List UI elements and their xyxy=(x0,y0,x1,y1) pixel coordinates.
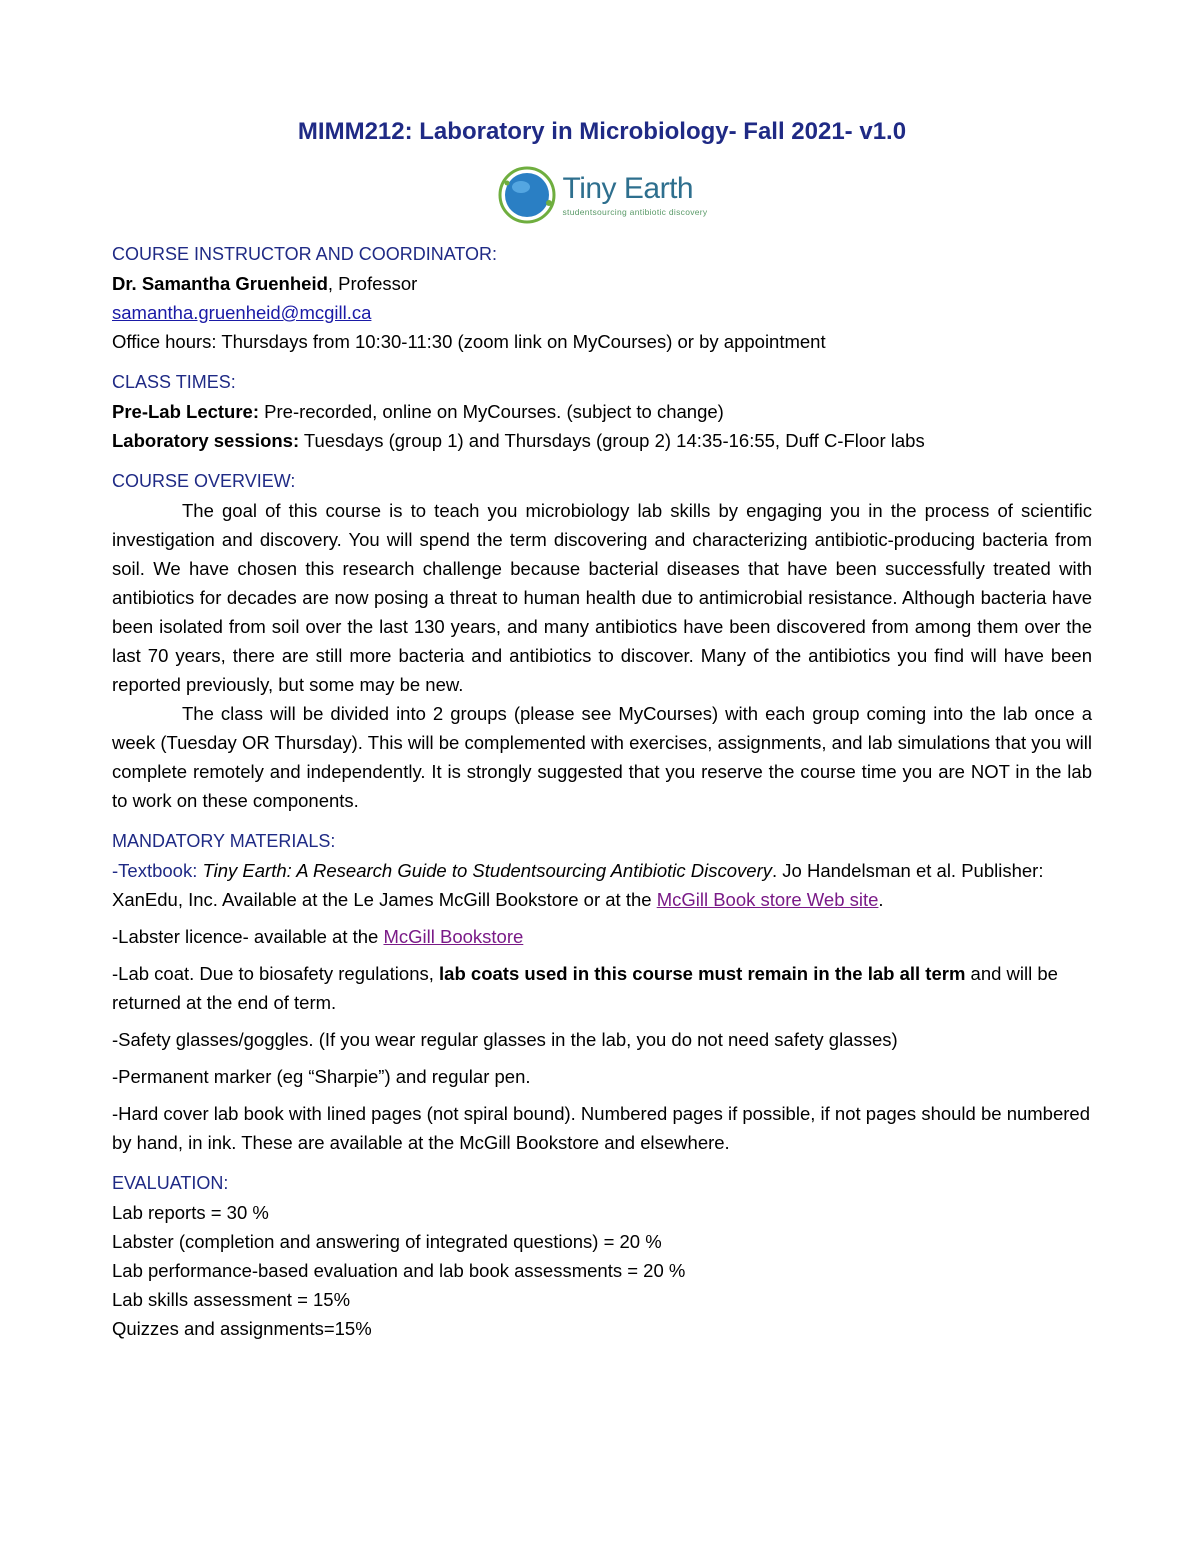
instructor-email-link[interactable]: samantha.gruenheid@mcgill.ca xyxy=(112,302,372,323)
materials-heading: MANDATORY MATERIALS: xyxy=(112,831,336,851)
instructor-role: , Professor xyxy=(327,273,418,294)
prelab-line xyxy=(112,397,1092,426)
overview-paragraph-2: The class will be divided into 2 groups (please see MyCourses) with each group coming into the lab once a week (Tuesday OR Thursday). This will be complemented with exercises, assignments, and lab simulations that you will complete remotely and independently. It is strongly suggested that you reserve the course time you are NOT in the lab to work on these components. xyxy=(112,703,1092,811)
instructor-heading: COURSE INSTRUCTOR AND COORDINATOR: xyxy=(112,244,498,264)
evaluation-item: Lab performance-based evaluation and lab book assessments = 20 % xyxy=(112,1260,686,1281)
class-times-heading: CLASS TIMES: xyxy=(112,372,236,392)
instructor-name: Dr. Samantha Gruenheid xyxy=(112,273,328,294)
glasses-item: -Safety glasses/goggles. (If you wear regular glasses in the lab, you do not need safety glasses) xyxy=(112,1029,898,1050)
logo-tagline: studentsourcing antibiotic discovery xyxy=(562,206,708,217)
labcoat-end: and will be returned at the end of term. xyxy=(112,963,1058,1013)
office-hours: Office hours: Thursdays from 10:30-11:30 (zoom link on MyCourses) or by appointment xyxy=(112,331,826,352)
instructor-line xyxy=(112,269,1092,298)
logo-name: Tiny Earth xyxy=(562,171,694,205)
page-title: MIMM212: Laboratory in Microbiology- Fall 2021- v1.0 xyxy=(297,118,907,145)
overview-heading: COURSE OVERVIEW: xyxy=(112,471,296,491)
textbook-rest: . Jo Handelsman et al. Publisher: XanEdu, Inc. Available at the Le James McGill Bookstore or at the xyxy=(112,860,1044,910)
labcoat-item xyxy=(112,959,1092,1017)
evaluation-item: Lab reports = 30 % xyxy=(112,1202,269,1223)
logo-area xyxy=(112,164,1092,226)
tiny-earth-logo xyxy=(497,164,708,226)
evaluation-heading: EVALUATION: xyxy=(112,1173,229,1193)
labster-text: -Labster licence- available at the xyxy=(112,926,384,947)
labbook-item: -Hard cover lab book with lined pages (not spiral bound). Numbered pages if possible, if not pages should be numbered by hand, in ink. These are available at the McGill Bookstore and elsewhere. xyxy=(112,1103,1090,1153)
textbook-end: . xyxy=(878,889,884,910)
textbook-title: Tiny Earth: A Research Guide to Studentsourcing Antibiotic Discovery xyxy=(202,860,772,881)
evaluation-item: Quizzes and assignments=15% xyxy=(112,1318,372,1339)
marker-item: -Permanent marker (eg “Sharpie”) and regular pen. xyxy=(112,1066,531,1087)
prelab-label: Pre-Lab Lecture: xyxy=(112,401,260,422)
lab-sessions-label: Laboratory sessions: xyxy=(112,430,300,451)
instructor-email-line xyxy=(112,298,1092,327)
overview-paragraph-1: The goal of this course is to teach you microbiology lab skills by engaging you in the process of scientific investigation and discovery. You will spend the term discovering and characterizing antibiotic-producing bacteria from soil. We have chosen this research challenge because bacterial diseases that have been successfully treated with antibiotics for decades are now posing a threat to human health due to antimicrobial resistance. Although bacteria have been isolated from soil over the last 130 years, and many antibiotics have been discovered from among them over the last 70 years, there are still more bacteria and antibiotics to discover. Many of the antibiotics you find will have been reported previously, but some may be new. xyxy=(112,500,1092,695)
syllabus-page xyxy=(112,110,1092,1343)
labcoat-text: -Lab coat. Due to biosafety regulations, xyxy=(112,963,440,984)
labcoat-bold: lab coats used in this course must remain in the lab all term xyxy=(439,963,966,984)
evaluation-item: Labster (completion and answering of integrated questions) = 20 % xyxy=(112,1231,662,1252)
textbook-label: -Textbook: xyxy=(112,860,203,881)
evaluation-item: Lab skills assessment = 15% xyxy=(112,1289,351,1310)
textbook-item xyxy=(112,856,1092,914)
lab-sessions-line xyxy=(112,426,1092,455)
bookstore-website-link[interactable]: McGill Book store Web site xyxy=(656,889,879,910)
prelab-text: Pre-recorded, online on MyCourses. (subject to change) xyxy=(259,401,724,422)
mcgill-bookstore-link[interactable]: McGill Bookstore xyxy=(383,926,524,947)
labster-item xyxy=(112,922,1092,951)
lab-sessions-text: Tuesdays (group 1) and Thursdays (group 2) 14:35-16:55, Duff C-Floor labs xyxy=(299,430,925,451)
globe-logo-icon xyxy=(497,165,557,225)
